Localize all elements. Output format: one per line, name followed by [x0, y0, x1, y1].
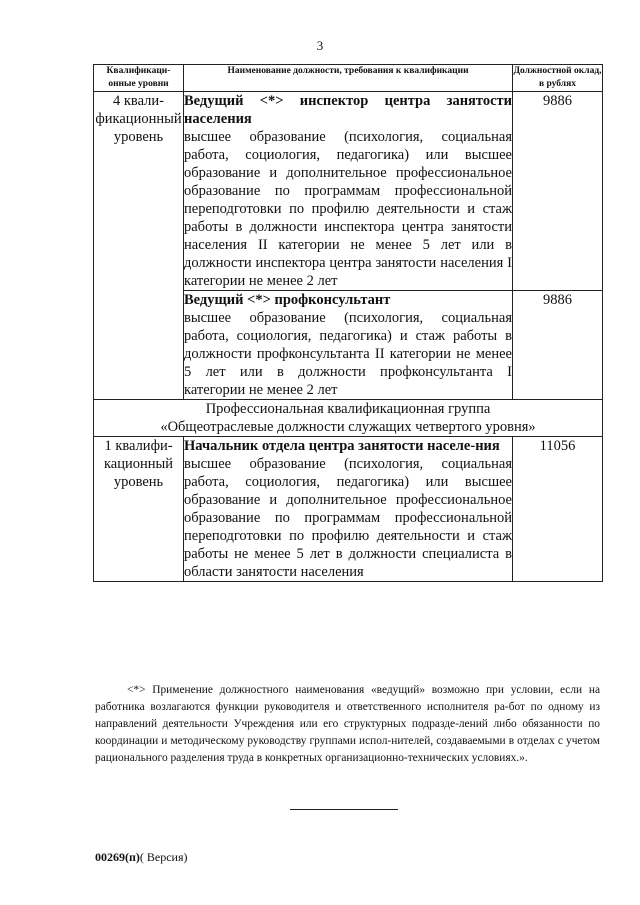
document-code [95, 850, 188, 865]
salary-cell: 9886 [513, 291, 603, 400]
table-row [94, 92, 603, 291]
position-requirements: высшее образование (психология, социальная работа, социология, педагогика) или высшее образование и дополнительное профессиональное образование по программам профессиональной переподготовки по профилю деятельности и стаж работы не менее 5 лет в должности специалиста в области занятости населения [184, 456, 512, 580]
salary-cell: 11056 [513, 437, 603, 582]
level-cell: 4 квали-фикационный уровень [94, 92, 184, 400]
position-cell [184, 291, 513, 400]
position-cell [184, 92, 513, 291]
document-number: 00269(п) [95, 850, 140, 864]
header-level: Квалификаци-онные уровни [94, 65, 184, 92]
header-position: Наименование должности, требования к квалификации [184, 65, 513, 92]
group-title-line2: «Общеотраслевые должности служащих четвертого уровня» [160, 419, 536, 435]
position-title: Начальник отдела центра занятости населе-ния [184, 438, 500, 454]
position-requirements: высшее образование (психология, социальная работа, социология, педагогика) или высшее образование и дополнительное профессиональное образование по программам профессиональной переподготовки по профилю деятельности и стаж работы в должности инспектора центра занятости населения II категории не менее 5 лет или в должности инспектора центра занятости населения I категории не менее 2 лет [184, 129, 512, 289]
salary-cell: 9886 [513, 92, 603, 291]
position-requirements: высшее образование (психология, социальная работа, социология, педагогика) и стаж работы в должности профконсультанта II категории не менее 5 лет или в должности профконсультанта I категории не менее 2 лет [184, 310, 512, 398]
document-version: ( Версия) [139, 850, 188, 864]
group-title-line1: Профессиональная квалификационная группа [205, 401, 491, 417]
table-row [94, 437, 603, 582]
position-cell [184, 437, 513, 582]
table-header-row [94, 65, 603, 92]
position-title: Ведущий <*> инспектор центра занятости населения [184, 93, 512, 127]
separator-line [290, 809, 398, 810]
group-row [94, 400, 603, 437]
position-title: Ведущий <*> профконсультант [184, 292, 391, 308]
qualification-table [93, 64, 603, 582]
group-cell [94, 400, 603, 437]
footnote: <*> Применение должностного наименования «ведущий» возможно при условии, если на работника возлагаются функции руководителя и ответственного исполнителя ра-бот по одному из направлений деятельности Учреждения или его структурных подразде-лений либо обязанности по координации и методическому руководству группами испол-нителей, создаваемыми в отделах с учетом рационального разделения труда в конкретных организационно-технических условиях.». [95, 684, 600, 764]
level-cell: 1 квалифи-кационный уровень [94, 437, 184, 582]
page-number: 3 [316, 38, 324, 53]
header-salary: Должностной оклад, в рублях [513, 65, 603, 92]
